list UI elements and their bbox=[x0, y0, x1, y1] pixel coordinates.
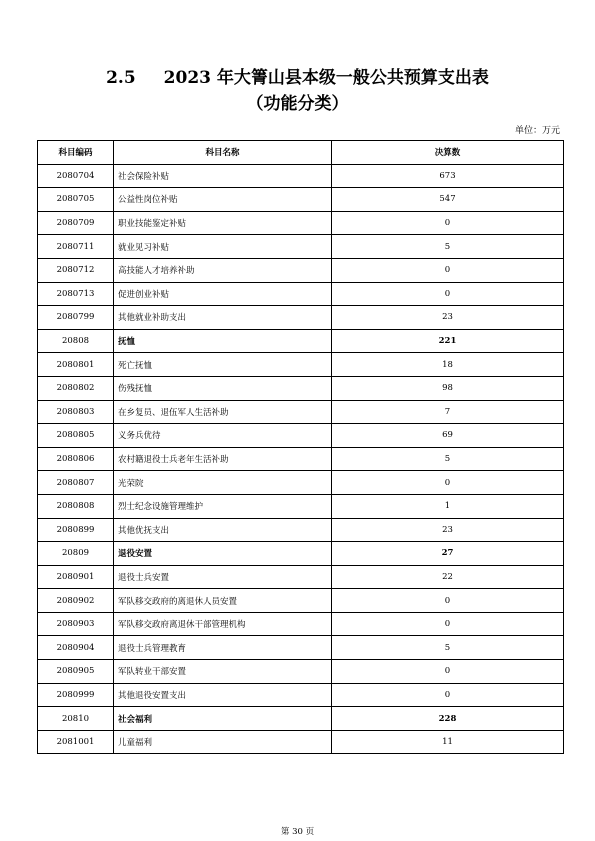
cell-name: 公益性岗位补贴 bbox=[114, 188, 332, 212]
cell-name: 退役安置 bbox=[114, 542, 332, 566]
cell-name: 其他退役安置支出 bbox=[114, 683, 332, 707]
cell-value: 22 bbox=[332, 565, 564, 589]
table-row bbox=[38, 306, 564, 330]
cell-name: 农村籍退役士兵老年生活补助 bbox=[114, 447, 332, 471]
cell-value: 0 bbox=[332, 683, 564, 707]
cell-code: 2080902 bbox=[38, 589, 114, 613]
cell-code: 2081001 bbox=[38, 730, 114, 754]
cell-code: 2080802 bbox=[38, 376, 114, 400]
cell-code: 2080904 bbox=[38, 636, 114, 660]
cell-code: 2080903 bbox=[38, 612, 114, 636]
page-title bbox=[0, 66, 595, 90]
cell-value: 98 bbox=[332, 376, 564, 400]
cell-name: 促进创业补贴 bbox=[114, 282, 332, 306]
unit-label: 单位：万元 bbox=[514, 126, 560, 136]
table-row bbox=[38, 329, 564, 353]
cell-value: 5 bbox=[332, 447, 564, 471]
cell-name: 抚恤 bbox=[114, 329, 332, 353]
cell-name: 义务兵优待 bbox=[114, 424, 332, 448]
cell-value: 7 bbox=[332, 400, 564, 424]
cell-code: 2080806 bbox=[38, 447, 114, 471]
cell-code: 2080711 bbox=[38, 235, 114, 259]
cell-value: 0 bbox=[332, 471, 564, 495]
table-row bbox=[38, 471, 564, 495]
cell-code: 20808 bbox=[38, 329, 114, 353]
cell-value: 11 bbox=[332, 730, 564, 754]
cell-code: 2080803 bbox=[38, 400, 114, 424]
title-text: 2023 年大箐山县本级一般公共预算支出表 bbox=[163, 68, 489, 88]
cell-name: 死亡抚恤 bbox=[114, 353, 332, 377]
table-row bbox=[38, 188, 564, 212]
cell-code: 2080801 bbox=[38, 353, 114, 377]
cell-code: 2080905 bbox=[38, 660, 114, 684]
header-name: 科目名称 bbox=[114, 141, 332, 165]
cell-value: 5 bbox=[332, 636, 564, 660]
table-row bbox=[38, 235, 564, 259]
cell-name: 社会保险补贴 bbox=[114, 164, 332, 188]
cell-value: 23 bbox=[332, 518, 564, 542]
cell-name: 光荣院 bbox=[114, 471, 332, 495]
table-row bbox=[38, 376, 564, 400]
table-row bbox=[38, 518, 564, 542]
cell-code: 2080709 bbox=[38, 211, 114, 235]
cell-code: 20809 bbox=[38, 542, 114, 566]
table-row bbox=[38, 636, 564, 660]
cell-code: 2080901 bbox=[38, 565, 114, 589]
cell-value: 23 bbox=[332, 306, 564, 330]
cell-name: 烈士纪念设施管理维护 bbox=[114, 494, 332, 518]
table-row bbox=[38, 258, 564, 282]
table-row bbox=[38, 683, 564, 707]
page-number: 第 30 页 bbox=[280, 827, 315, 837]
cell-value: 547 bbox=[332, 188, 564, 212]
cell-name: 军队移交政府的离退休人员安置 bbox=[114, 589, 332, 613]
table-row bbox=[38, 353, 564, 377]
cell-name: 职业技能鉴定补贴 bbox=[114, 211, 332, 235]
table-row bbox=[38, 707, 564, 731]
cell-value: 18 bbox=[332, 353, 564, 377]
table-row bbox=[38, 282, 564, 306]
cell-name: 退役士兵安置 bbox=[114, 565, 332, 589]
cell-value: 0 bbox=[332, 660, 564, 684]
cell-code: 20810 bbox=[38, 707, 114, 731]
table-row bbox=[38, 612, 564, 636]
cell-name: 儿童福利 bbox=[114, 730, 332, 754]
page-subtitle: （功能分类） bbox=[246, 94, 349, 114]
table-row bbox=[38, 447, 564, 471]
cell-value: 673 bbox=[332, 164, 564, 188]
table-row bbox=[38, 730, 564, 754]
table-row bbox=[38, 660, 564, 684]
cell-name: 军队移交政府离退休干部管理机构 bbox=[114, 612, 332, 636]
cell-name: 伤残抚恤 bbox=[114, 376, 332, 400]
cell-value: 0 bbox=[332, 282, 564, 306]
table-row bbox=[38, 565, 564, 589]
cell-code: 2080805 bbox=[38, 424, 114, 448]
cell-value: 0 bbox=[332, 258, 564, 282]
table-header-row bbox=[38, 141, 564, 165]
table-row bbox=[38, 424, 564, 448]
cell-value: 1 bbox=[332, 494, 564, 518]
cell-name: 在乡复员、退伍军人生活补助 bbox=[114, 400, 332, 424]
cell-name: 其他就业补助支出 bbox=[114, 306, 332, 330]
table-row bbox=[38, 211, 564, 235]
cell-code: 2080799 bbox=[38, 306, 114, 330]
cell-name: 退役士兵管理教育 bbox=[114, 636, 332, 660]
cell-name: 军队转业干部安置 bbox=[114, 660, 332, 684]
cell-value: 5 bbox=[332, 235, 564, 259]
section-number: 2.5 bbox=[106, 68, 136, 88]
cell-name: 其他优抚支出 bbox=[114, 518, 332, 542]
cell-name: 就业见习补贴 bbox=[114, 235, 332, 259]
cell-code: 2080713 bbox=[38, 282, 114, 306]
cell-code: 2080807 bbox=[38, 471, 114, 495]
cell-code: 2080899 bbox=[38, 518, 114, 542]
cell-value: 228 bbox=[332, 707, 564, 731]
cell-code: 2080999 bbox=[38, 683, 114, 707]
table-row bbox=[38, 164, 564, 188]
cell-value: 0 bbox=[332, 211, 564, 235]
cell-value: 69 bbox=[332, 424, 564, 448]
cell-code: 2080704 bbox=[38, 164, 114, 188]
cell-code: 2080712 bbox=[38, 258, 114, 282]
table-row bbox=[38, 589, 564, 613]
header-value: 决算数 bbox=[332, 141, 564, 165]
cell-name: 高技能人才培养补助 bbox=[114, 258, 332, 282]
cell-value: 0 bbox=[332, 612, 564, 636]
cell-code: 2080705 bbox=[38, 188, 114, 212]
table-row bbox=[38, 494, 564, 518]
cell-value: 0 bbox=[332, 589, 564, 613]
header-code: 科目编码 bbox=[38, 141, 114, 165]
cell-name: 社会福利 bbox=[114, 707, 332, 731]
cell-value: 221 bbox=[332, 329, 564, 353]
cell-code: 2080808 bbox=[38, 494, 114, 518]
table-row bbox=[38, 400, 564, 424]
expenditure-table bbox=[37, 140, 564, 754]
cell-value: 27 bbox=[332, 542, 564, 566]
table-row bbox=[38, 542, 564, 566]
